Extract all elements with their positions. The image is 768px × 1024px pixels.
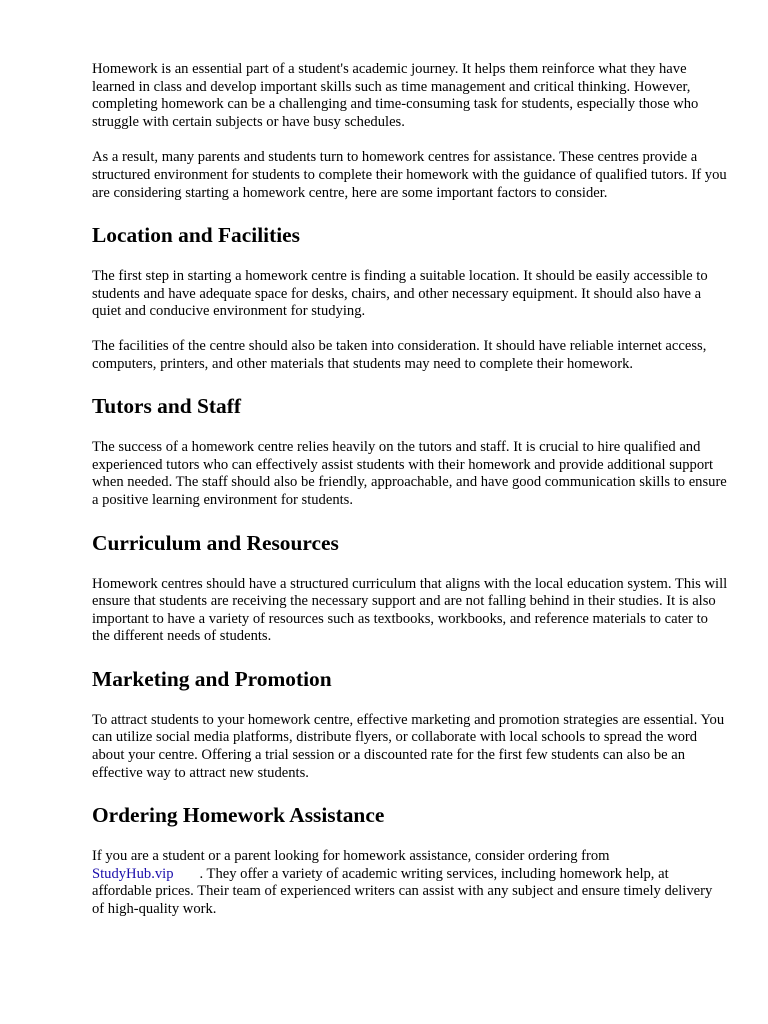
location-paragraph-1: The first step in starting a homework centre is finding a suitable location. It should be easily accessible to students and have adequate space for desks, chairs, and other necessary equipment. It should also have a quiet and conducive environment for studying. (92, 268, 708, 320)
ordering-text-before-link: If you are a student or a parent looking for homework assistance, consider ordering from (92, 848, 610, 865)
ordering-paragraph (92, 848, 728, 918)
tutors-paragraph: The success of a homework centre relies heavily on the tutors and staff. It is crucial to hire qualified and experienced tutors who can effectively assist students with their homework and provide additional support when needed. The staff should also be friendly, approachable, and have good communication skills to ensure a positive learning environment for students. (92, 439, 727, 508)
studyhub-link[interactable]: StudyHub.vip (92, 865, 174, 882)
curriculum-paragraph: Homework centres should have a structured curriculum that aligns with the local education system. This will ensure that students are receiving the necessary support and are not falling behind in their studies. It is also important to have a variety of resources such as textbooks, workbooks, and reference materials to cater to the different needs of students. (92, 575, 728, 645)
location-paragraph-2: The facilities of the centre should also be taken into consideration. It should have reliable internet access, computers, printers, and other materials that students may need to complete their homework. (92, 337, 707, 372)
ordering-text-after-link: . They offer a variety of academic writing services, including homework help, at affordable prices. Their team of experienced writers can assist with any subject and ensure timely delivery of high-quality work. (92, 865, 713, 918)
document-body (92, 61, 728, 919)
heading-marketing-promotion: Marketing and Promotion (92, 666, 332, 691)
marketing-paragraph: To attract students to your homework centre, effective marketing and promotion strategies are essential. You can utilize social media platforms, distribute flyers, or collaborate with local schools to spread the word about your centre. Offering a trial session or a discounted rate for the first few students can also be an effective way to attract new students. (92, 711, 725, 781)
heading-location-facilities: Location and Facilities (92, 223, 300, 248)
intro-paragraph-2: As a result, many parents and students turn to homework centres for assistance. These centres provide a structured environment for students to complete their homework with the guidance of qualified tutors. If you are considering starting a homework centre, here are some important factors to consider. (92, 149, 727, 201)
heading-ordering-assistance: Ordering Homework Assistance (92, 803, 385, 828)
heading-curriculum-resources: Curriculum and Resources (92, 530, 339, 555)
intro-paragraph-1: Homework is an essential part of a student's academic journey. It helps them reinforce what they have learned in class and develop important skills such as time management and critical thinking. However, completing homework can be a challenging and time-consuming task for students, especially those who struggle with certain subjects or have busy schedules. (92, 61, 699, 130)
heading-tutors-staff: Tutors and Staff (92, 394, 241, 419)
